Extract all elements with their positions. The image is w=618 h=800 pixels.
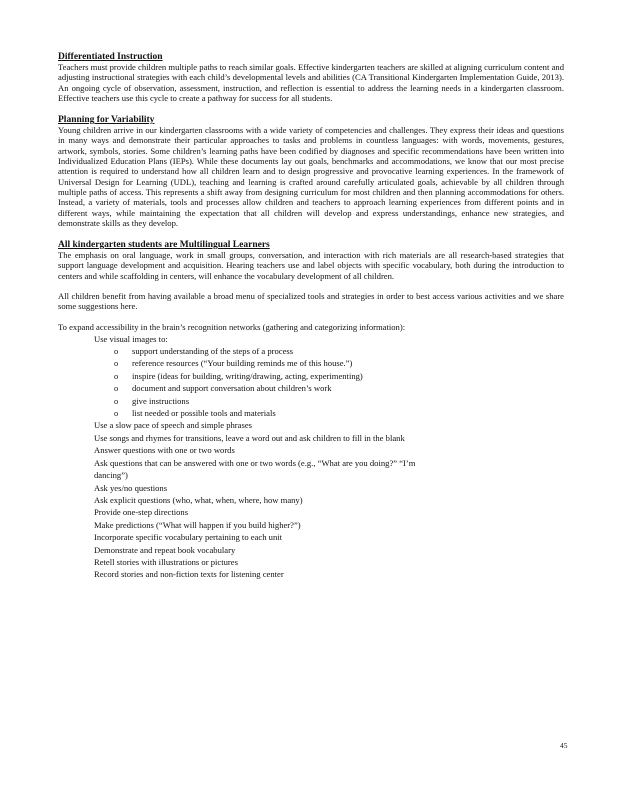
list-lead: To expand accessibility in the brain’s recognition networks (gathering and categorizing information): [58,321,406,332]
sub-list-item: o document and support conversation about children’s work [114,383,332,394]
sub-list-item: o list needed or possible tools and materials [114,408,276,419]
list-item: Provide one-step directions [94,507,189,518]
circle-bullet-icon: o [114,346,119,357]
circle-bullet-icon: o [114,383,119,394]
document-page [58,52,564,581]
page-number: 45 [560,741,568,750]
paragraph-multilingual: The emphasis on oral language, work in small groups, conversation, and interaction with rich materials are all research-based strategies that support language development and acquisition. Hearing teachers use and label objects with specific vocabulary, both during the introduction to centers and while scaffolding in centers, will enhance the vocabulary development of all children. [58,250,564,281]
list-item: Make predictions (“What will happen if you build higher?”) [94,519,301,530]
section-heading-multilingual: All kindergarten students are Multilingual Learners [58,240,270,251]
circle-bullet-icon: o [114,408,119,419]
sub-list-item: o give instructions [114,395,190,406]
circle-bullet-icon: o [114,395,119,406]
visual-images-sublist [58,345,564,419]
circle-bullet-icon: o [114,370,119,381]
list-item: Ask explicit questions (who, what, when, where, how many) [94,494,303,505]
section-heading-differentiated: Differentiated Instruction [58,52,163,62]
list-item: Ask yes/no questions [94,482,168,493]
circle-bullet-icon: o [114,358,119,369]
paragraph-differentiated: Teachers must provide children multiple paths to reach similar goals. Effective kindergarten teachers are skilled at aligning curriculum content and adjusting instructional strategies with each child’s developmental levels and abilities (CA Transitional Kindergarten Implementation Guide, 2013). An ongoing cycle of observation, assessment, instruction, and reflection is essential to address the learning needs in a kindergarten classroom. Effective teachers use this cycle to create a pathway for success for all students. [58,62,564,103]
section-heading-variability: Planning for Variability [58,115,155,126]
paragraph-variability: Young children arrive in our kindergarten classrooms with a wide variety of competencies and challenges. They express their ideas and questions in many ways and demonstrate their particular approaches to tasks and problems in countless languages: with words, movements, gestures, artwork, symbols, stories. Some children’s learning paths have been codified by diagnoses and specific recommendations have been written into Individualized Education Plans (IEPs). While these documents lay out goals, benchmarks and accommodations, we know that our most precise attention is required to understand how all children learn and to design progressive and provocative learning experiences. In the framework of Universal Design for Learning (UDL), teaching and learning is crafted around carefully articulated goals, achievable by all children through multiple paths of access. This represents a shift away from designing curriculum for most children and then planning accommodations for others. Instead, a variety of materials, tools and processes allow children and teachers to approach learning experiences from different points and in different ways, while maintaining the expectation that all children will develop and express understandings, enhance new strategies, and demonstrate skills as they develop. [58,125,564,228]
list-item: Ask questions that can be answered with one or two words (e.g., “What are you doing?” “I’m [94,457,416,468]
list-item-continuation: dancing”) [94,470,128,481]
list-item: Retell stories with illustrations or pictures [94,556,238,567]
paragraph-tools: All children benefit from having available a broad menu of specialized tools and strategies in order to best access various activities and we share some suggestions here. [58,291,564,312]
list-item: Demonstrate and repeat book vocabulary [94,544,236,555]
list-item: Incorporate specific vocabulary pertaining to each unit [94,532,283,543]
list-item: Use visual images to: [94,333,168,344]
list-item: Use a slow pace of speech and simple phrases [94,420,252,431]
sub-list-item: o reference resources (“Your building reminds me of this house.”) [114,358,353,369]
list-item: Use songs and rhymes for transitions, leave a word out and ask children to fill in the blank [94,432,405,443]
sub-list-item: o inspire (ideas for building, writing/drawing, acting, experimenting) [114,370,363,381]
list-item: Answer questions with one or two words [94,445,235,456]
sub-list-item: o support understanding of the steps of a process [114,346,294,357]
strategy-list [58,333,564,345]
strategy-list-continued [58,419,564,580]
list-item: Record stories and non-fiction texts for listening center [94,569,284,580]
